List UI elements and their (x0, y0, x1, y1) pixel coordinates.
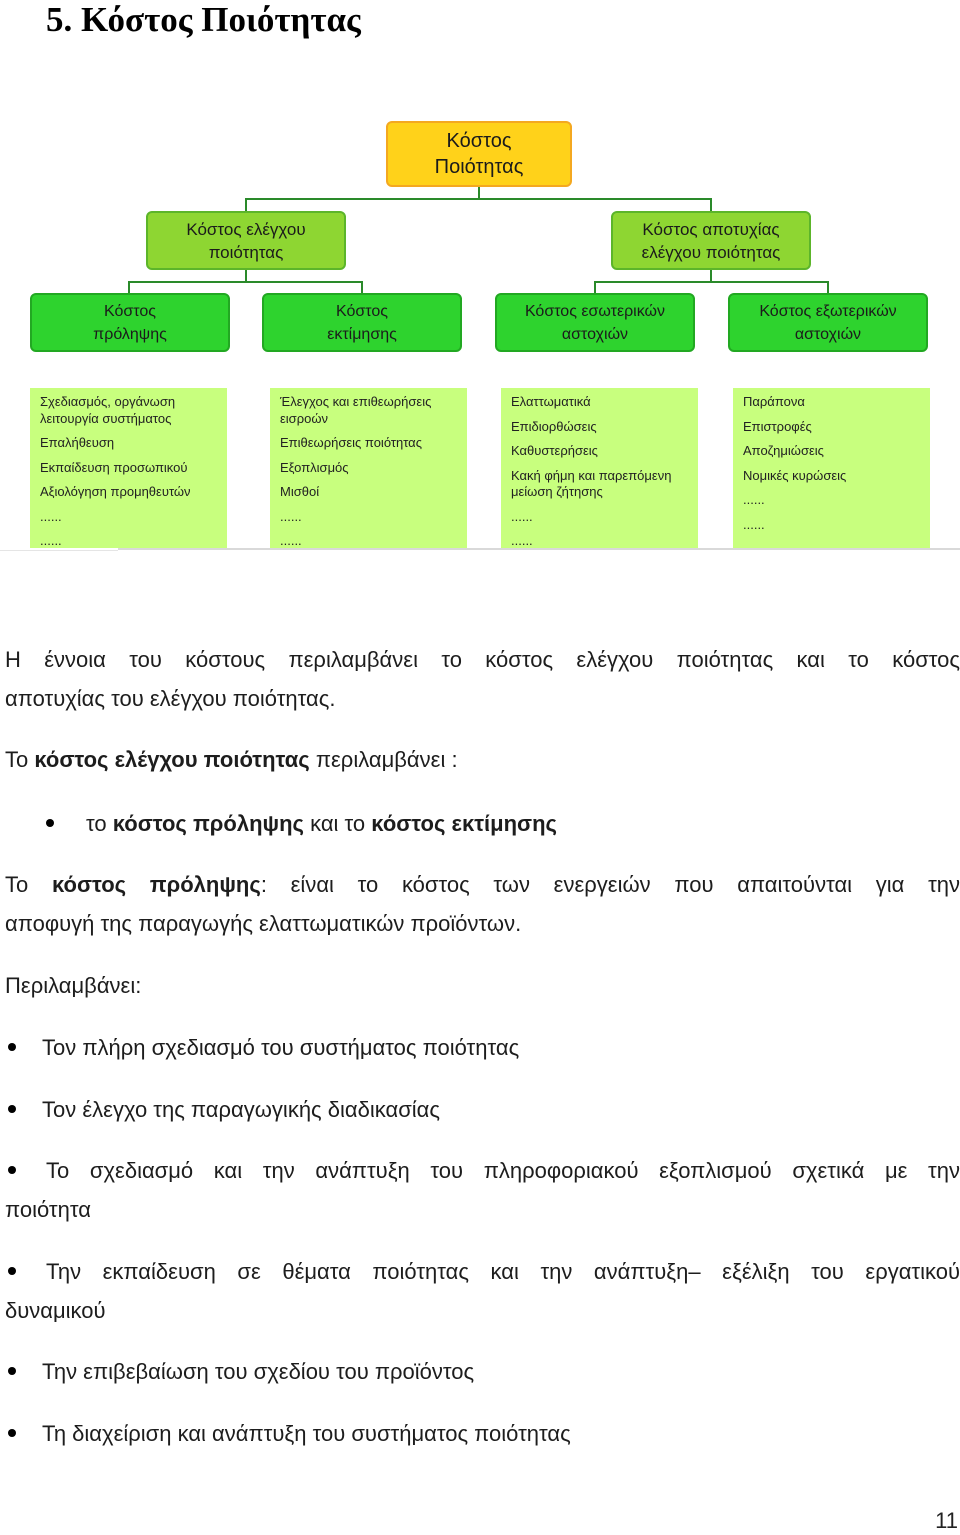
text-run: Το (5, 872, 52, 897)
bullet-icon (8, 1429, 16, 1437)
bullet-icon (8, 1043, 16, 1051)
bullet-icon (8, 1105, 16, 1113)
detail-item: Παράπονα (743, 394, 805, 409)
node-label: Κόστος (104, 302, 156, 320)
prevention-cost-term: κόστος πρόληψης (51, 872, 261, 897)
appraisal-cost-term: κόστος εκτίμησης (371, 811, 557, 836)
list-item: Το σχεδιασμό και την ανάπτυξη του πληροφοριακού εξοπλισμού σχετικά με την (46, 1158, 960, 1183)
detail-item: Σχεδιασμός, οργάνωση λειτουργία συστήματος (40, 394, 176, 426)
list-item: Τη διαχείριση και ανάπτυξη του συστήματος ποιότητας (42, 1421, 571, 1446)
detail-item: ...... (40, 508, 62, 524)
node-label: ποιότητας (208, 242, 284, 262)
prevention-definition-line1 (5, 865, 960, 904)
node-label: εκτίμησης (327, 325, 397, 343)
text-run: Το (5, 747, 35, 772)
node-label: Κόστος εσωτερικών (524, 302, 666, 320)
section-heading: 5. Κόστος Ποιότητας (46, 0, 361, 39)
detail-item: Έλεγχος και επιθεωρήσεις εισροών (280, 394, 432, 426)
node-label: Κόστος εξωτερικών (759, 302, 897, 320)
node-label: αστοχιών (794, 325, 862, 343)
node-label: Κόστος ελέγχου (186, 219, 306, 239)
list-item: Την επιβεβαίωση του σχεδίου του προϊόντος (42, 1359, 475, 1384)
text-run: το (86, 811, 113, 836)
detail-item: Αξιολόγηση προμηθευτών (40, 484, 191, 499)
detail-item: ...... (511, 533, 533, 548)
detail-item: ...... (743, 516, 765, 532)
detail-list-appraisal (270, 388, 467, 548)
connector-control-prevention (129, 270, 246, 293)
bullet-icon (46, 819, 54, 827)
detail-item: Μισθοί (280, 484, 320, 499)
detail-item: Κακή φήμη και παρεπόμενη μείωση ζήτησης (511, 467, 672, 499)
detail-item: ...... (40, 533, 62, 548)
detail-item: Επιστροφές (743, 418, 812, 434)
node-label: ελέγχου ποιότητας (641, 242, 781, 262)
node-label: Κόστος (446, 130, 512, 152)
connector-root-control (246, 187, 479, 211)
prevention-cost-term: κόστος πρόληψης (112, 811, 304, 836)
node-prevention-cost (30, 293, 230, 352)
prevention-definition-line2: αποφυγή της παραγωγής ελαττωματικών προϊόντων. (5, 911, 522, 936)
node-internal-failure-cost (495, 293, 695, 352)
detail-item: Εξοπλισμός (280, 459, 349, 475)
detail-item: Καθυστερήσεις (511, 443, 598, 458)
quality-cost-diagram (0, 0, 960, 560)
intro-paragraph-line1: Η έννοια του κόστους περιλαμβάνει το κόστος ελέγχου ποιότητας και το κόστος (5, 647, 960, 672)
detail-item: Ελαττωματικά (511, 394, 591, 409)
list-item-continuation: ποιότητα (5, 1197, 91, 1222)
node-label: Ποιότητας (434, 156, 524, 178)
control-cost-components (86, 804, 956, 843)
detail-item: Αποζημιώσεις (743, 443, 824, 458)
list-item: Τον πλήρη σχεδιασμό του συστήματος ποιότητας (42, 1035, 520, 1060)
text-run: και το (303, 811, 372, 836)
connector-failure-internal (595, 270, 711, 293)
detail-item: Επιδιορθώσεις (511, 418, 597, 434)
page-number: 11 (935, 1508, 958, 1533)
node-label: Κόστος (336, 302, 388, 320)
node-control-cost (146, 211, 346, 270)
detail-list-external-failure (733, 388, 930, 548)
text-run: : είναι το κόστος των ενεργειών που απαιτούνται για την (260, 872, 960, 897)
bullet-icon (8, 1267, 16, 1275)
detail-list-internal-failure (501, 388, 698, 548)
connector-control-appraisal (246, 282, 362, 293)
detail-item: ...... (280, 508, 302, 524)
node-failure-cost (611, 211, 811, 270)
detail-item: ...... (743, 492, 765, 507)
detail-item: Επαλήθευση (40, 435, 115, 450)
bullet-icon (8, 1367, 16, 1375)
bullet-icon (8, 1166, 16, 1174)
detail-item: ...... (280, 533, 302, 548)
diagram-divider (118, 548, 960, 550)
control-cost-term: κόστος ελέγχου ποιότητας (34, 747, 310, 772)
list-item-continuation: δυναμικού (5, 1298, 106, 1323)
detail-item: Επιθεωρήσεις ποιότητας (280, 435, 422, 450)
text-run: περιλαμβάνει : (309, 747, 458, 772)
node-label: Κόστος αποτυχίας (642, 219, 780, 239)
diagram-divider (0, 550, 118, 551)
includes-label: Περιλαμβάνει: (5, 973, 142, 998)
detail-list-prevention (30, 388, 227, 548)
node-appraisal-cost (262, 293, 462, 352)
node-label: αστοχιών (561, 325, 629, 343)
node-label: πρόληψης (93, 325, 167, 343)
node-external-failure-cost (728, 293, 928, 352)
connector-root-failure (479, 199, 711, 211)
node-quality-cost (386, 121, 572, 187)
intro-paragraph-line2: αποτυχίας του ελέγχου ποιότητας. (5, 686, 336, 711)
detail-item: ...... (511, 508, 533, 524)
detail-item: Εκπαίδευση προσωπικού (40, 459, 188, 475)
list-item: Την εκπαίδευση σε θέματα ποιότητας και την ανάπτυξη– εξέλιξη του εργατικού (46, 1259, 960, 1284)
connector-failure-external (711, 282, 828, 293)
list-item: Τον έλεγχο της παραγωγικής διαδικασίας (42, 1097, 440, 1122)
detail-item: Νομικές κυρώσεις (743, 467, 847, 483)
control-cost-paragraph (5, 740, 960, 779)
